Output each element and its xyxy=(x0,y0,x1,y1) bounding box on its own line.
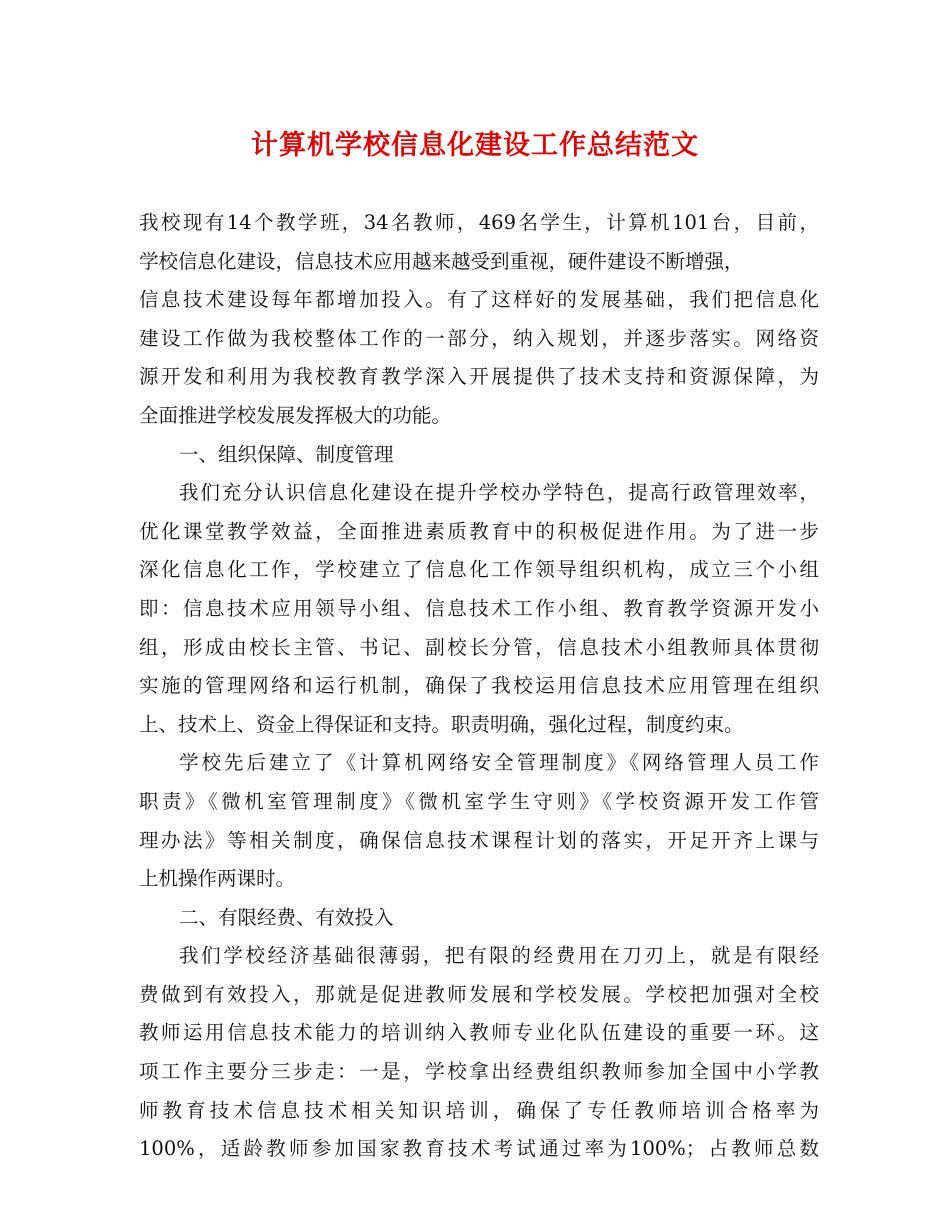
text-line: 项工作主要分三步走：一是，学校拿出经费组织教师参加全国中小学教 xyxy=(139,1060,819,1084)
text-line: 学校信息化建设，信息技术应用越来越受到重视，硬件建设不断增强， xyxy=(139,249,744,273)
text-line: 学校先后建立了《计算机网络安全管理制度》《网络管理人员工作 xyxy=(179,751,819,775)
text-line: 教师运用信息技术能力的培训纳入教师专业化队伍建设的重要一环。这 xyxy=(139,1021,819,1045)
text-line: 上机操作两课时。 xyxy=(139,867,296,891)
text-line: 费做到有效投入，那就是促进教师发展和学校发展。学校把加强对全校 xyxy=(139,982,819,1006)
text-line: 实施的管理网络和运行机制，确保了我校运用信息技术应用管理在组织 xyxy=(139,674,819,698)
text-line: 信息技术建设每年都增加投入。有了这样好的发展基础，我们把信息化 xyxy=(139,288,819,312)
text-line: 深化信息化工作，学校建立了信息化工作领导组织机构，成立三个小组 xyxy=(139,558,819,582)
text-line: 即：信息技术应用领导小组、信息技术工作小组、教育教学资源开发小 xyxy=(139,596,819,620)
text-line: 组，形成由校长主管、书记、副校长分管，信息技术小组教师具体贯彻 xyxy=(139,635,819,659)
text-line: 优化课堂教学效益，全面推进素质教育中的积极促进作用。为了进一步 xyxy=(139,519,819,543)
text-line: 100%，适龄教师参加国家教育技术考试通过率为100%；占教师总数 xyxy=(139,1137,819,1161)
text-line: 一、组织保障、制度管理 xyxy=(179,442,394,466)
text-line: 上、技术上、资金上得保证和支持。职责明确，强化过程，制度约束。 xyxy=(139,712,744,736)
text-line: 我们充分认识信息化建设在提升学校办学特色，提高行政管理效率， xyxy=(179,481,819,505)
text-line: 二、有限经费、有效投入 xyxy=(179,905,394,929)
text-line: 我校现有14个教学班，34名教师，469名学生，计算机101台，目前， xyxy=(139,211,819,234)
text-line: 理办法》等相关制度，确保信息技术课程计划的落实，开足开齐上课与 xyxy=(139,828,819,852)
text-line: 全面推进学校发展发挥极大的功能。 xyxy=(139,403,452,427)
text-line: 源开发和利用为我校教育教学深入开展提供了技术支持和资源保障，为 xyxy=(139,365,819,389)
document-title: 计算机学校信息化建设工作总结范文 xyxy=(251,130,699,161)
text-line: 建设工作做为我校整体工作的一部分，纳入规划，并逐步落实。网络资 xyxy=(139,326,819,350)
document-body xyxy=(139,204,819,1169)
text-line: 我们学校经济基础很薄弱，把有限的经费用在刀刃上，就是有限经 xyxy=(179,944,819,968)
text-line: 师教育技术信息技术相关知识培训，确保了专任教师培训合格率为 xyxy=(139,1098,819,1122)
text-line: 职责》《微机室管理制度》《微机室学生守则》《学校资源开发工作管 xyxy=(139,789,819,813)
